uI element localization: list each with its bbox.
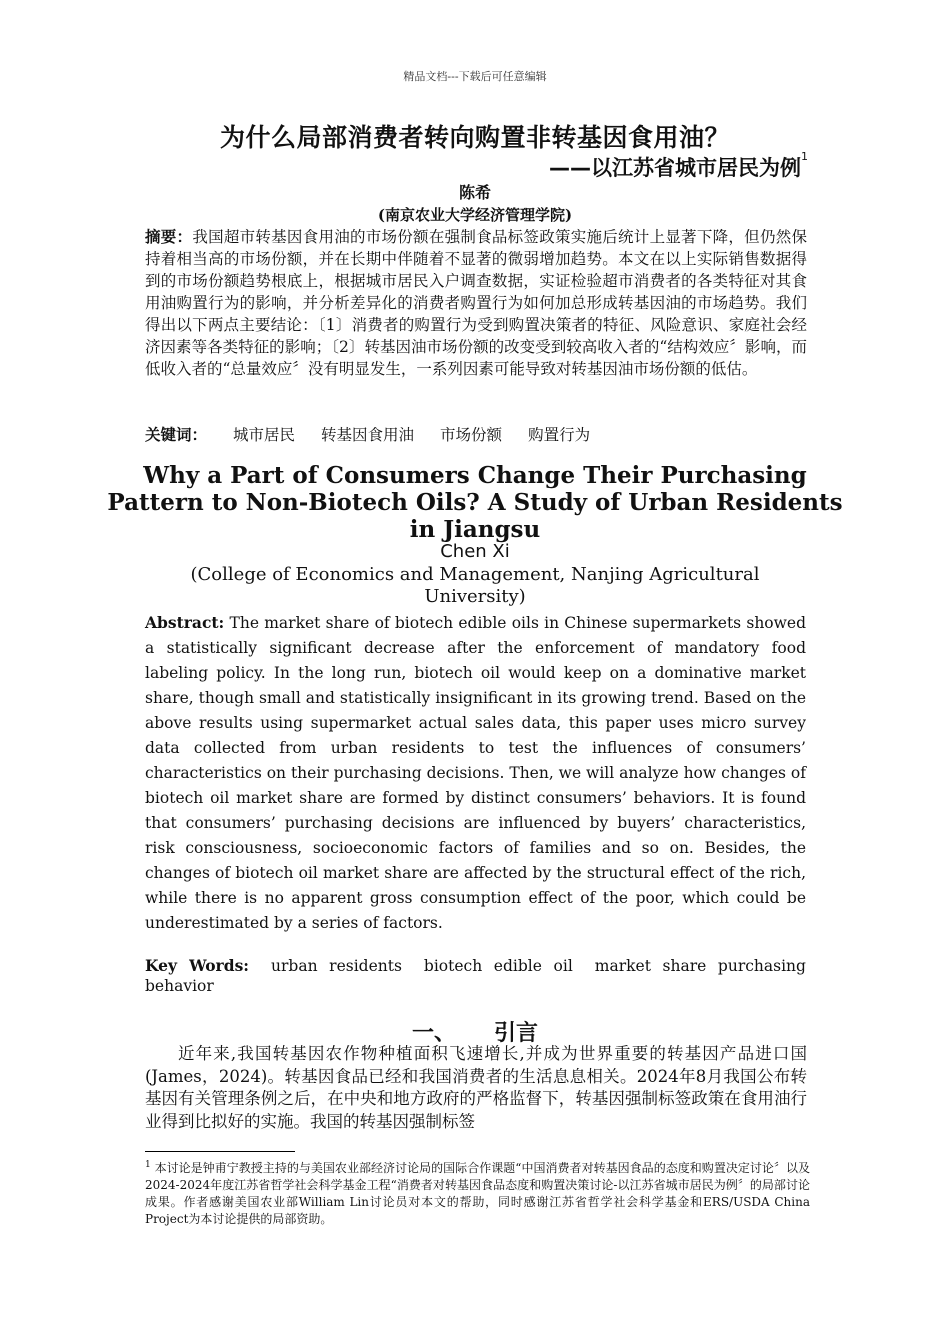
english-keyword: market share — [594, 957, 707, 975]
footnote-marker: 1 — [801, 150, 808, 163]
english-abstract-label: Abstract: — [145, 613, 225, 632]
footnote-text: 本讨论是钟甫宁教授主持的与美国农业部经济讨论局的国际合作课题“中国消费者对转基因食品的态度和购置决定讨论〞以及2024-2024年度江苏省哲学社会科学基金工程“消费者对转基因食品态度和购置决策讨论-以江苏省城市居民为例〞的局部讨论成果。作者感谢美国农业部William Lin讨论员对本文的帮助，同时感谢江苏省哲学社会科学基金和ERS/USDA China Project为本讨论提供的局部资助。 — [145, 1161, 810, 1226]
footnote-divider — [145, 1151, 295, 1152]
english-abstract-text: The market share of biotech edible oils in Chinese supermarkets showed a statistically significant decrease after the enforcement of mandatory food labeling policy. In the long run, biotech oil would keep on a dominative market share, though small and statistically insignificant in its growing trend. Based on the above results using supermarket actual sales data, this paper uses micro survey data collected from urban residents to test the influences of consumers’ characteristics on their purchasing decisions. Then, we will analyze how changes of biotech oil market share are formed by distinct consumers’ behaviors. It is found that consumers’ purchasing decisions are influenced by buyers’ characteristics, risk consciousness, socioeconomic factors of families and so on. Besides, the changes of biotech oil market share are affected by the structural effect of the rich, while there is no apparent gross consumption effect of the poor, which could be underestimated by a series of factors. — [145, 614, 807, 932]
header-note: 精品文档---下载后可任意编辑 — [403, 70, 547, 83]
section-number: 一、 — [411, 1021, 456, 1046]
footnote — [145, 1157, 810, 1228]
chinese-affiliation: (南京农业大学经济管理学院) — [377, 206, 573, 224]
chinese-title: 为什么局部消费者转向购置非转基因食用油？ — [219, 123, 730, 152]
english-title: Why a Part of Consumers Change Their Purchasing Pattern to Non-Biotech Oils? A Study of Urban Residents in Jiangsu — [107, 462, 843, 543]
english-keywords-label: Key Words: — [145, 956, 250, 975]
chinese-subtitle — [549, 152, 808, 182]
chinese-keywords — [145, 424, 807, 446]
chinese-keyword: 市场份额 — [440, 426, 503, 444]
chinese-abstract-label: 摘要： — [145, 228, 193, 246]
chinese-abstract — [145, 226, 807, 380]
intro-paragraph: 近年来,我国转基因农作物种植面积飞速增长,并成为世界重要的转基因产品进口国(James，2024)。转基因食品已经和我国消费者的生活息息相关。2024年8月我国公布转基因有关管理条例之后，在中央和地方政府的严格监督下，转基因强制标签政策在食用油行业得到比拟好的实施。我国的转基因强制标签 — [145, 1044, 807, 1131]
chinese-author: 陈希 — [458, 183, 491, 202]
chinese-keyword: 转基因食用油 — [321, 426, 415, 444]
section-title: 引言 — [494, 1021, 539, 1046]
english-affiliation: (College of Economics and Management, Nanjing Agricultural University) — [190, 564, 760, 607]
subtitle-text: ——以江苏省城市居民为例 — [549, 156, 801, 180]
english-keyword: purchasing behavior — [145, 957, 806, 995]
english-keyword: biotech edible oil — [423, 957, 573, 975]
english-keyword: urban residents — [271, 957, 402, 975]
chinese-keyword: 购置行为 — [528, 426, 591, 444]
english-abstract — [145, 610, 806, 936]
footnote-number: 1 — [145, 1160, 151, 1170]
chinese-keywords-label: 关键词： — [145, 426, 208, 444]
chinese-abstract-text: 我国超市转基因食用油的市场份额在强制食品标签政策实施后统计上显著下降，但仍然保持着相当高的市场份额，并在长期中伴随着不显著的微弱增加趋势。本文在以上实际销售数据得到的市场份额趋势根底上，根据城市居民入户调查数据，实证检验超市消费者的各类特征对其食用油购置行为的影响，并分析差异化的消费者购置行为如何加总形成转基因油的市场趋势。我们得出以下两点主要结论：〔1〕消费者的购置行为受到购置决策者的特征、风险意识、家庭社会经济因素等各类特征的影响；〔2〕转基因油市场份额的改变受到较高收入者的“结构效应〞影响，而低收入者的“总量效应〞没有明显发生，一系列因素可能导致对转基因油市场份额的低估。 — [145, 228, 807, 378]
english-keywords — [145, 956, 806, 996]
english-author: Chen Xi — [440, 541, 510, 562]
chinese-keyword: 城市居民 — [233, 426, 296, 444]
